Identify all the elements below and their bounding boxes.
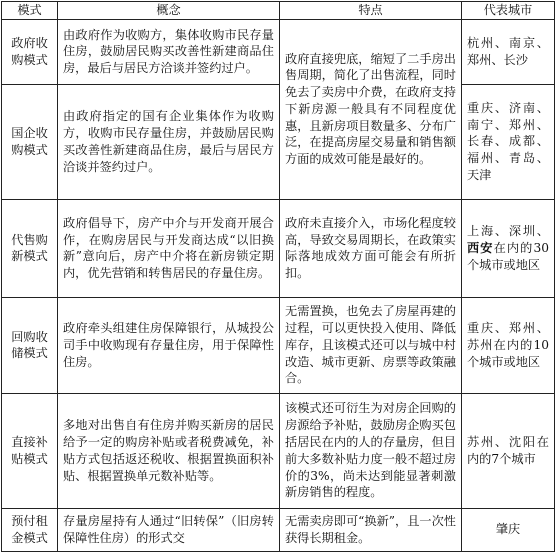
feature-cell-shared: 政府直接兜底，缩短了二手房出售周期，简化了出售流程，同时免去了卖房中介费，在政府支持下新房源一般具有不同程度优惠，且新房项目数量多、分布广泛，在提高房屋交易量和销售额方面的成效可能是最好的。 <box>280 19 462 199</box>
city-cell <box>462 199 555 297</box>
table-row <box>2 199 555 297</box>
table-row <box>2 84 555 199</box>
concept-cell: 政府牵头组建住房保障银行，从城投公司手中收购现有存量住房，用于保障性住房。 <box>58 297 280 393</box>
city-cell: 杭州、南京、郑州、长沙 <box>462 19 555 84</box>
comparison-table <box>1 1 555 552</box>
city-text-highlight: 西安 <box>467 240 494 255</box>
city-cell: 重庆、济南、南宁、郑州、长春、成都、福州、青岛、天津 <box>462 84 555 199</box>
table-row <box>2 19 555 84</box>
mode-cell: 预付租金模式 <box>2 508 58 551</box>
mode-cell: 代售购新模式 <box>2 199 58 297</box>
city-cell: 苏州、沈阳在内的7个城市 <box>462 393 555 508</box>
city-cell: 重庆、郑州、苏州在内的10个城市或地区 <box>462 297 555 393</box>
concept-cell: 由政府指定的国有企业集体作为收购方，收购市民存量住房，并鼓励居民购买改善性新建商品住房，最后与居民方洽谈并签约过户。 <box>58 84 280 199</box>
feature-cell: 政府未直接介入，市场化程度较高，导致交易周期长，在政策实际落地成效方面可能会有所折扣。 <box>280 199 462 297</box>
concept-cell: 由政府作为收购方，集体收购市民存量住房，鼓励居民购买改善性新建商品住房，最后与居民方洽谈并签约过户。 <box>58 19 280 84</box>
header-row <box>2 2 555 20</box>
mode-cell: 政府收购模式 <box>2 19 58 84</box>
mode-cell: 回购收储模式 <box>2 297 58 393</box>
mode-cell: 国企收购模式 <box>2 84 58 199</box>
city-text-pre: 上海、深圳、 <box>467 224 549 239</box>
concept-cell: 政府倡导下，房产中介与开发商开展合作，在购房居民与开发商达成“以旧换新”意向后，房产中介将在新房锁定期内，优先营销和转售居民的存量住房。 <box>58 199 280 297</box>
city-text-post: 在内的30个城市或地区 <box>467 240 549 272</box>
header-feature: 特点 <box>280 2 462 20</box>
table-row <box>2 508 555 551</box>
concept-cell: 多地对出售自有住房并购买新房的居民给予一定的购房补贴或者税费减免，补贴方式包括返还税收、根据置换面积补贴、根据置换单元数补贴等。 <box>58 393 280 508</box>
feature-cell: 该模式还可衍生为对房企回购的房源给予补贴，鼓励房企购买包括居民在内的人的存量房，但目前大多数补贴力度一般不超过房价的3%，尚未达到能显著刺激新房销售的程度。 <box>280 393 462 508</box>
header-mode: 模式 <box>2 2 58 20</box>
mode-cell: 直接补贴模式 <box>2 393 58 508</box>
feature-cell: 无需置换，也免去了房屋再建的过程，可以更快投入使用、降低库存，且该模式还可以与城中村改造、城市更新、房票等政策融合。 <box>280 297 462 393</box>
concept-cell: 存量房屋持有人通过“旧转保”（旧房转保障性住房）的形式交 <box>58 508 280 551</box>
header-concept: 概念 <box>58 2 280 20</box>
header-city: 代表城市 <box>462 2 555 20</box>
city-cell: 肇庆 <box>462 508 555 551</box>
feature-cell: 无需卖房即可“换新”，且一次性获得长期租金。 <box>280 508 462 551</box>
table-row <box>2 393 555 508</box>
table-row <box>2 297 555 393</box>
